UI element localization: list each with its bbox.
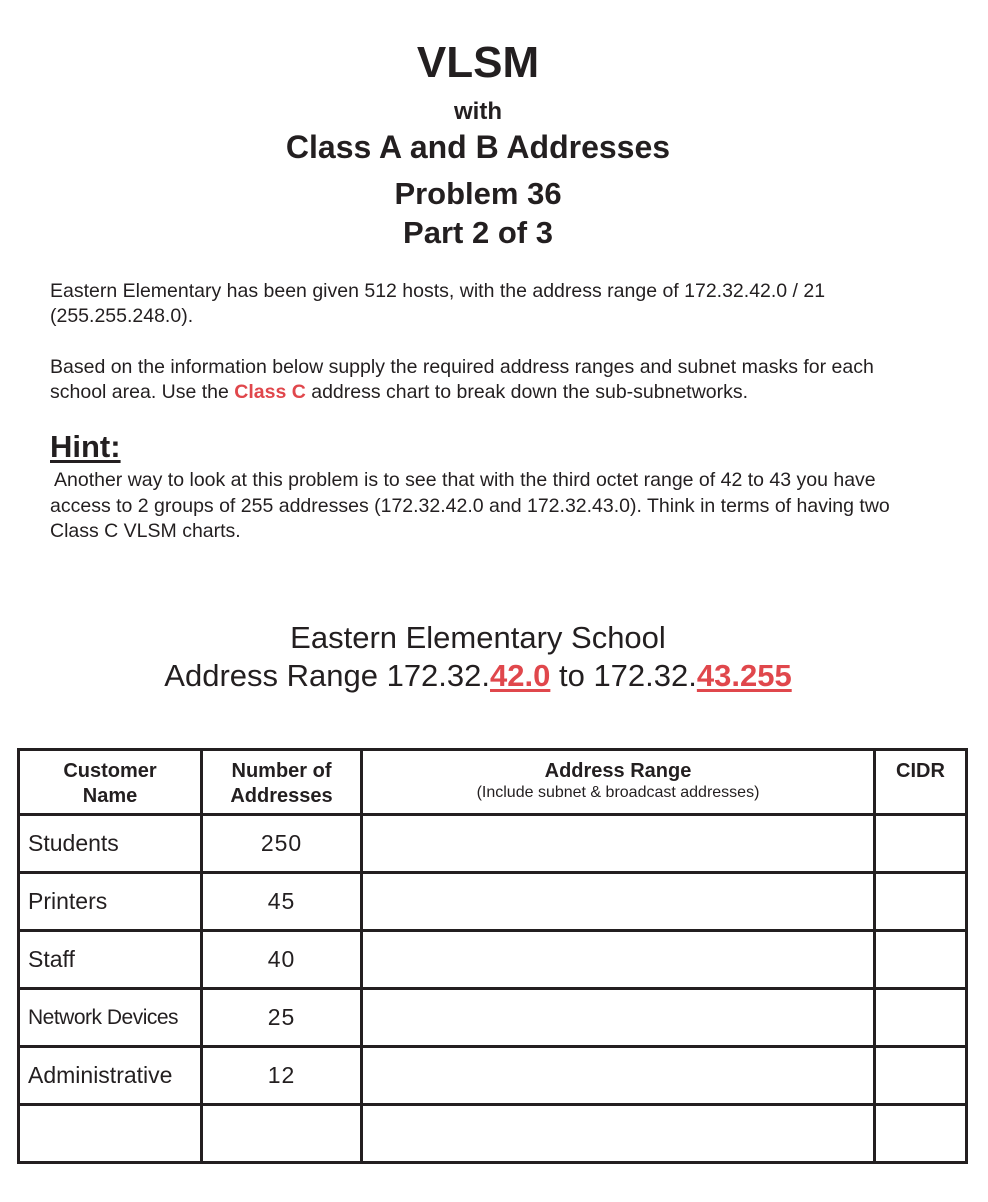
customer-name-cell: Staff bbox=[19, 931, 202, 989]
address-count-cell: 25 bbox=[202, 989, 362, 1047]
address-range-cell[interactable] bbox=[362, 873, 875, 931]
table-row bbox=[19, 873, 967, 931]
page-subtitle: Class A and B Addresses bbox=[285, 129, 671, 165]
cidr-cell[interactable] bbox=[875, 1105, 967, 1163]
header-customer-name-label: Customer Name bbox=[63, 760, 157, 807]
address-range-cell[interactable] bbox=[362, 931, 875, 989]
header-number-of-addresses-label: Number of Addresses bbox=[230, 760, 333, 807]
cidr-cell[interactable] bbox=[875, 931, 967, 989]
address-count-cell[interactable] bbox=[202, 1105, 362, 1163]
customer-name-cell: Students bbox=[19, 815, 202, 873]
header-cidr-label: CIDR bbox=[896, 760, 945, 782]
instructions-text-end: address chart to break down the sub-subnetworks. bbox=[305, 381, 749, 403]
hint-text: Another way to look at this problem is to see that with the third octet range of 42 to 43 you have access to 2 groups of 255 addresses (172.32.42.0 and 172.32.43.0). Think in terms of having two Class C VLSM charts. bbox=[50, 469, 890, 542]
header-number-of-addresses bbox=[202, 750, 362, 815]
cidr-cell[interactable] bbox=[875, 989, 967, 1047]
address-count-cell: 12 bbox=[202, 1047, 362, 1105]
address-range-cell[interactable] bbox=[362, 1105, 875, 1163]
address-range-cell[interactable] bbox=[362, 815, 875, 873]
customer-name-cell: Network Devices bbox=[19, 989, 202, 1047]
address-count-cell: 250 bbox=[202, 815, 362, 873]
header-address-range-label: Address Range bbox=[544, 760, 692, 782]
vlsm-table bbox=[17, 748, 968, 1164]
address-range-cell[interactable] bbox=[362, 1047, 875, 1105]
cidr-cell[interactable] bbox=[875, 815, 967, 873]
table-row bbox=[19, 1105, 967, 1163]
cidr-cell[interactable] bbox=[875, 873, 967, 931]
hint-paragraph bbox=[50, 468, 930, 545]
range-end-highlight: 43.255 bbox=[696, 658, 792, 693]
header-cidr bbox=[875, 750, 967, 815]
header-address-range-note: (Include subnet & broadcast addresses) bbox=[476, 784, 760, 801]
class-c-highlight: Class C bbox=[234, 381, 306, 403]
title-connector: with bbox=[454, 98, 502, 125]
header-address-range bbox=[362, 750, 875, 815]
customer-name-cell[interactable] bbox=[19, 1105, 202, 1163]
problem-number: Problem 36 bbox=[394, 176, 562, 211]
cidr-cell[interactable] bbox=[875, 1047, 967, 1105]
table-row bbox=[19, 1047, 967, 1105]
address-count-cell: 40 bbox=[202, 931, 362, 989]
table-row bbox=[19, 931, 967, 989]
header-customer-name bbox=[19, 750, 202, 815]
intro-paragraph: Eastern Elementary has been given 512 hosts, with the address range of 172.32.42.0 / 21 (255.255.248.0). bbox=[50, 280, 826, 327]
page-title: VLSM bbox=[416, 38, 540, 87]
school-address-range bbox=[0, 657, 956, 695]
instructions-paragraph bbox=[50, 355, 930, 405]
part-indicator: Part 2 of 3 bbox=[403, 215, 553, 250]
table-row bbox=[19, 989, 967, 1047]
customer-name-cell: Administrative bbox=[19, 1047, 202, 1105]
range-middle: to 172.32. bbox=[550, 658, 697, 693]
school-name: Eastern Elementary School bbox=[290, 620, 666, 655]
customer-name-cell: Printers bbox=[19, 873, 202, 931]
table-header-row bbox=[19, 750, 967, 815]
instructions-text-start: Based on the information below supply the required address ranges and subnet masks for each school area. Use the bbox=[50, 356, 874, 403]
address-count-cell: 45 bbox=[202, 873, 362, 931]
range-start-highlight: 42.0 bbox=[490, 658, 551, 693]
address-range-cell[interactable] bbox=[362, 989, 875, 1047]
hint-heading: Hint: bbox=[50, 429, 121, 464]
range-prefix: Address Range 172.32. bbox=[164, 658, 491, 693]
table-row bbox=[19, 815, 967, 873]
